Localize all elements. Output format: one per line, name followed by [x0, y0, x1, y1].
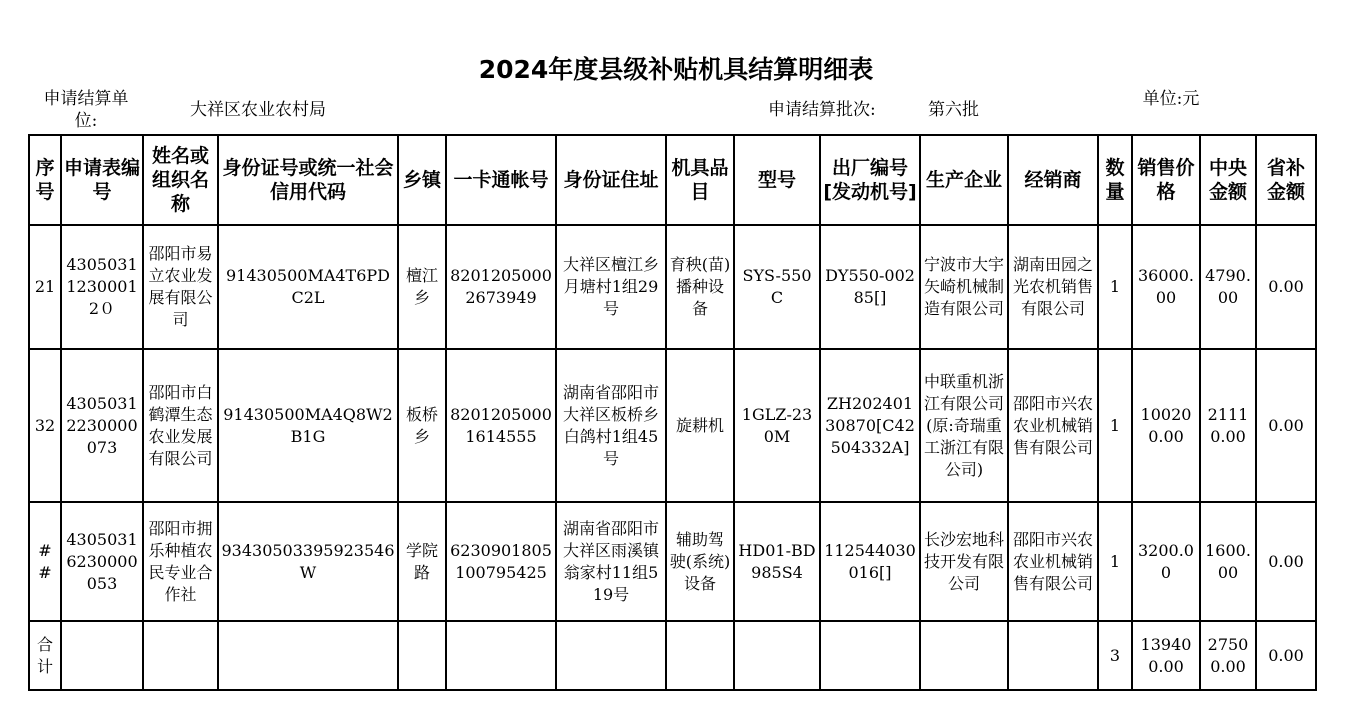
empty-cell — [820, 621, 920, 690]
header-row — [29, 135, 1316, 225]
header-cell: 销售价格 — [1132, 135, 1200, 225]
batch-value: 第六批 — [928, 100, 979, 120]
cell-seq: 32 — [29, 349, 61, 502]
header-cell: 乡镇 — [398, 135, 446, 225]
cell-manufacturer: 宁波市大宇矢崎机械制造有限公司 — [920, 225, 1008, 349]
cell-account: 6230901805100795425 — [446, 502, 556, 621]
cell-qty: 1 — [1098, 349, 1132, 502]
cell-manufacturer: 中联重机浙江有限公司(原:奇瑞重工浙江有限公司) — [920, 349, 1008, 502]
cell-serial: 112544030016[] — [820, 502, 920, 621]
settlement-table — [28, 134, 1317, 691]
cell-address: 湖南省邵阳市大祥区板桥乡白鸽村1组45号 — [556, 349, 666, 502]
cell-address: 大祥区檀江乡月塘村1组29号 — [556, 225, 666, 349]
cell-name: 邵阳市白鹤潭生态农业发展有限公司 — [143, 349, 218, 502]
cell-app-no: 43050316230000053 — [61, 502, 143, 621]
header-cell: 身份证号或统一社会信用代码 — [218, 135, 398, 225]
cell-province: 0.00 — [1256, 502, 1316, 621]
total-province: 0.00 — [1256, 621, 1316, 690]
document-title: 2024年度县级补贴机具结算明细表 — [478, 55, 874, 84]
empty-cell — [920, 621, 1008, 690]
empty-cell — [446, 621, 556, 690]
cell-central: 21110.00 — [1200, 349, 1256, 502]
batch-label: 申请结算批次: — [768, 100, 876, 120]
cell-central: 1600.00 — [1200, 502, 1256, 621]
header-cell: 中央金额 — [1200, 135, 1256, 225]
cell-seq: 21 — [29, 225, 61, 349]
empty-cell — [398, 621, 446, 690]
total-central: 27500.00 — [1200, 621, 1256, 690]
table-row — [29, 225, 1316, 349]
total-row — [29, 621, 1316, 690]
header-cell: 申请表编号 — [61, 135, 143, 225]
header-cell: 数量 — [1098, 135, 1132, 225]
cell-dealer: 邵阳市兴农农业机械销售有限公司 — [1008, 502, 1098, 621]
total-price: 139400.00 — [1132, 621, 1200, 690]
header-cell: 省补金额 — [1256, 135, 1316, 225]
cell-category: 旋耕机 — [666, 349, 734, 502]
header-cell: 生产企业 — [920, 135, 1008, 225]
cell-town: 学院路 — [398, 502, 446, 621]
cell-id-code: 93430503395923546W — [218, 502, 398, 621]
header-cell: 一卡通帐号 — [446, 135, 556, 225]
cell-name: 邵阳市拥乐种植农民专业合作社 — [143, 502, 218, 621]
cell-qty: 1 — [1098, 502, 1132, 621]
empty-cell — [734, 621, 820, 690]
unit-label: 单位:元 — [1142, 89, 1200, 109]
cell-model: SYS-550C — [734, 225, 820, 349]
empty-cell — [556, 621, 666, 690]
header-cell: 身份证住址 — [556, 135, 666, 225]
cell-price: 3200.00 — [1132, 502, 1200, 621]
cell-category: 辅助驾驶(系统)设备 — [666, 502, 734, 621]
empty-cell — [666, 621, 734, 690]
cell-app-no: 430503112300012０ — [61, 225, 143, 349]
cell-dealer: 邵阳市兴农农业机械销售有限公司 — [1008, 349, 1098, 502]
cell-seq: ## — [29, 502, 61, 621]
cell-app-no: 43050312230000073 — [61, 349, 143, 502]
empty-cell — [1008, 621, 1098, 690]
cell-province: 0.00 — [1256, 349, 1316, 502]
empty-cell — [143, 621, 218, 690]
cell-account: 82012050002673949 — [446, 225, 556, 349]
cell-town: 板桥乡 — [398, 349, 446, 502]
cell-qty: 1 — [1098, 225, 1132, 349]
header-cell: 经销商 — [1008, 135, 1098, 225]
cell-model: 1GLZ-230M — [734, 349, 820, 502]
cell-address: 湖南省邵阳市大祥区雨溪镇翁家村11组519号 — [556, 502, 666, 621]
empty-cell — [218, 621, 398, 690]
cell-id-code: 91430500MA4T6PDC2L — [218, 225, 398, 349]
cell-price: 36000.00 — [1132, 225, 1200, 349]
cell-central: 4790.00 — [1200, 225, 1256, 349]
cell-id-code: 91430500MA4Q8W2B1G — [218, 349, 398, 502]
header-cell: 出厂编号[发动机号] — [820, 135, 920, 225]
header-cell: 姓名或组织名称 — [143, 135, 218, 225]
table-row — [29, 502, 1316, 621]
table-row — [29, 349, 1316, 502]
cell-province: 0.00 — [1256, 225, 1316, 349]
total-qty: 3 — [1098, 621, 1132, 690]
cell-town: 檀江乡 — [398, 225, 446, 349]
header-cell: 机具品目 — [666, 135, 734, 225]
header-cell: 型号 — [734, 135, 820, 225]
cell-dealer: 湖南田园之光农机销售有限公司 — [1008, 225, 1098, 349]
cell-manufacturer: 长沙宏地科技开发有限公司 — [920, 502, 1008, 621]
cell-price: 100200.00 — [1132, 349, 1200, 502]
cell-serial: DY550-00285[] — [820, 225, 920, 349]
applicant-value: 大祥区农业农村局 — [190, 100, 326, 120]
total-label: 合计 — [29, 621, 61, 690]
cell-model: HD01-BD985S4 — [734, 502, 820, 621]
empty-cell — [61, 621, 143, 690]
cell-category: 育秧(苗)播种设备 — [666, 225, 734, 349]
header-cell: 序号 — [29, 135, 61, 225]
applicant-label: 申请结算单位: — [43, 89, 129, 131]
cell-name: 邵阳市易立农业发展有限公司 — [143, 225, 218, 349]
cell-account: 82012050001614555 — [446, 349, 556, 502]
cell-serial: ZH20240130870[C42504332A] — [820, 349, 920, 502]
